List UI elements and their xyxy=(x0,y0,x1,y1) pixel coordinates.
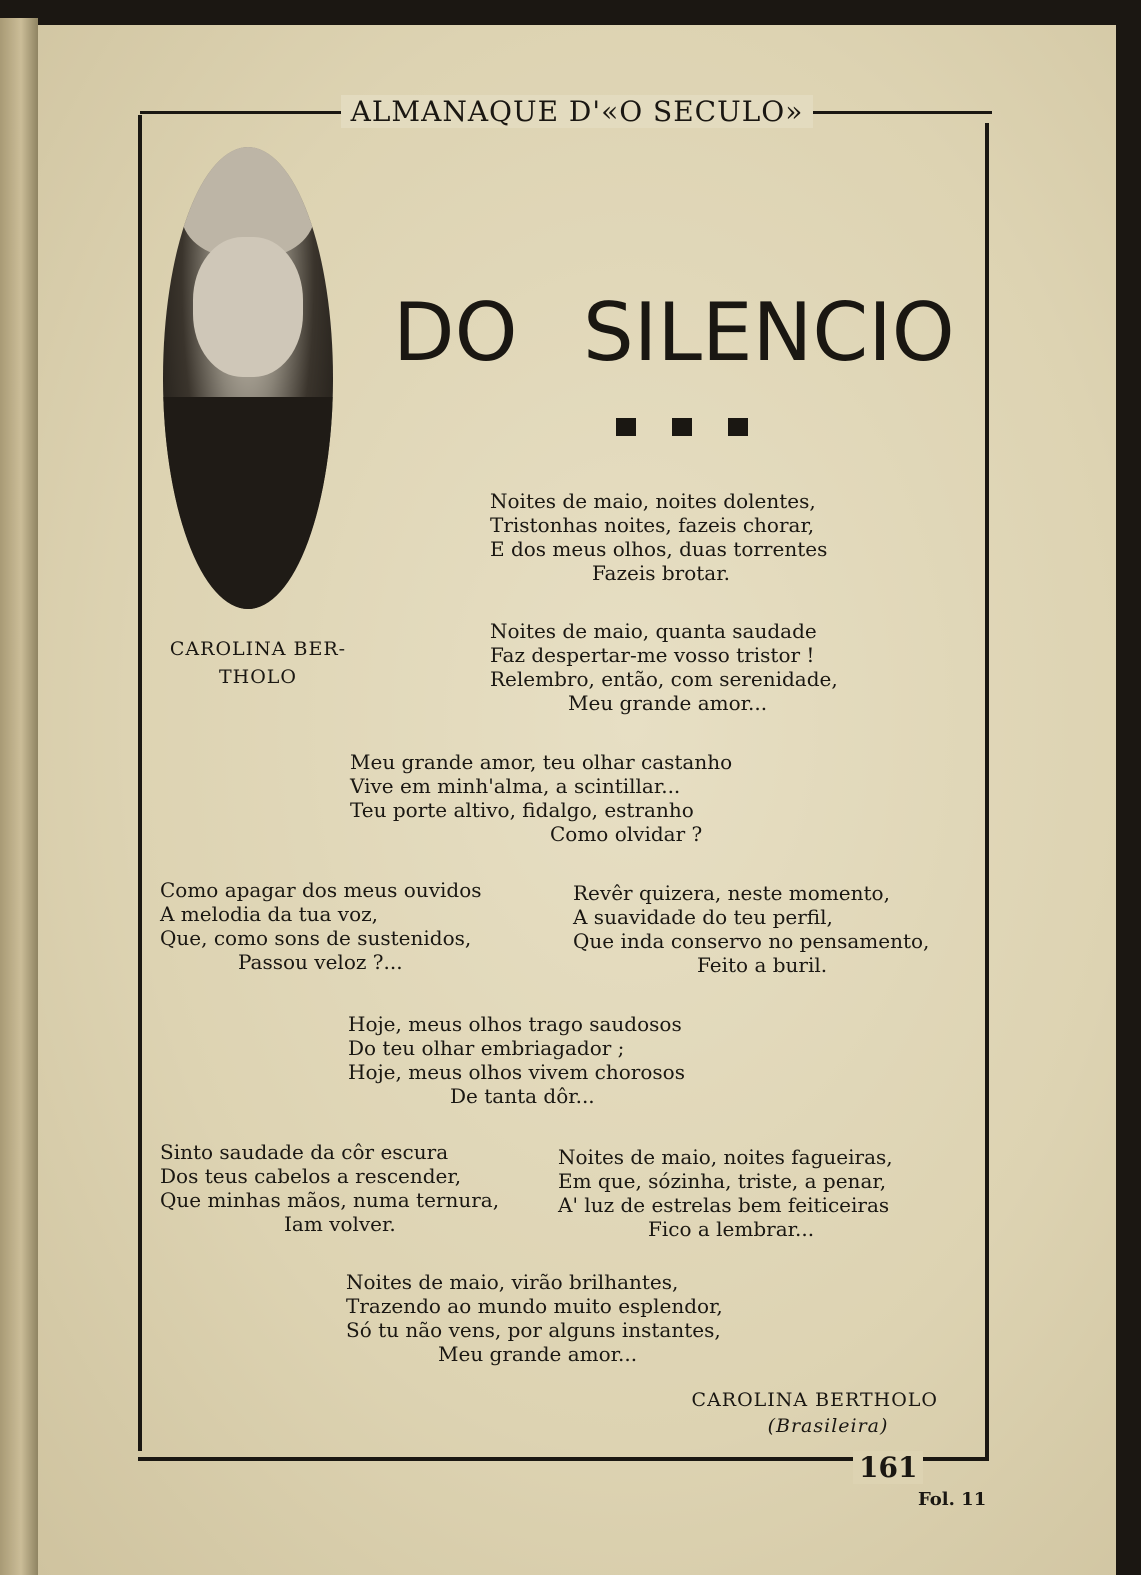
frame-right-rule xyxy=(985,123,989,1461)
stanza-1: Noites de maio, noites dolentes, Tristonhas noites, fazeis chorar, E dos meus olhos, duas torrentes Fazeis brotar. xyxy=(490,489,828,585)
author-portrait xyxy=(163,147,333,609)
stanza-3: Meu grande amor, teu olhar castanho Vive em minh'alma, a scintillar... Teu porte altivo, fidalgo, estranho Como olvidar ? xyxy=(350,750,733,846)
stanza-6: Hoje, meus olhos trago saudosos Do teu olhar embriagador ; Hoje, meus olhos vivem chorosos De tanta dôr... xyxy=(348,1012,685,1108)
folio-mark: Fol. 11 xyxy=(918,1489,987,1510)
stanza-8: Noites de maio, noites fagueiras, Em que, sózinha, triste, a penar, A' luz de estrelas bem feiticeiras Fico a lembrar... xyxy=(558,1145,893,1241)
page-number: 161 xyxy=(853,1451,923,1484)
stanza-7: Sinto saudade da côr escura Dos teus cabelos a rescender, Que minhas mãos, numa ternura, Iam volver. xyxy=(160,1140,500,1236)
running-header: ALMANAQUE D'«O SECULO» xyxy=(38,95,1116,128)
almanac-page xyxy=(38,25,1116,1575)
stanza-9: Noites de maio, virão brilhantes, Trazendo ao mundo muito esplendor, Só tu não vens, por alguns instantes, Meu grande amor... xyxy=(346,1270,723,1366)
stanza-5: Revêr quizera, neste momento, A suavidade do teu perfil, Que inda conservo no pensamento, Feito a buril. xyxy=(573,881,930,977)
frame-left-rule xyxy=(138,115,142,1451)
stanza-2: Noites de maio, quanta saudade Faz despertar-me vosso tristor ! Relembro, então, com serenidade, Meu grande amor... xyxy=(490,619,838,715)
portrait-caption: CAROLINA BER- THOLO xyxy=(169,638,347,688)
stanza-4: Como apagar dos meus ouvidos A melodia da tua voz, Que, como sons de sustenidos, Passou veloz ?... xyxy=(160,878,482,974)
ornament-squares xyxy=(616,418,756,436)
poem-title: DO SILENCIO xyxy=(393,286,955,379)
author-signature: CAROLINA BERTHOLO (Brasileira) xyxy=(691,1389,938,1437)
left-page-edge xyxy=(0,18,38,1575)
